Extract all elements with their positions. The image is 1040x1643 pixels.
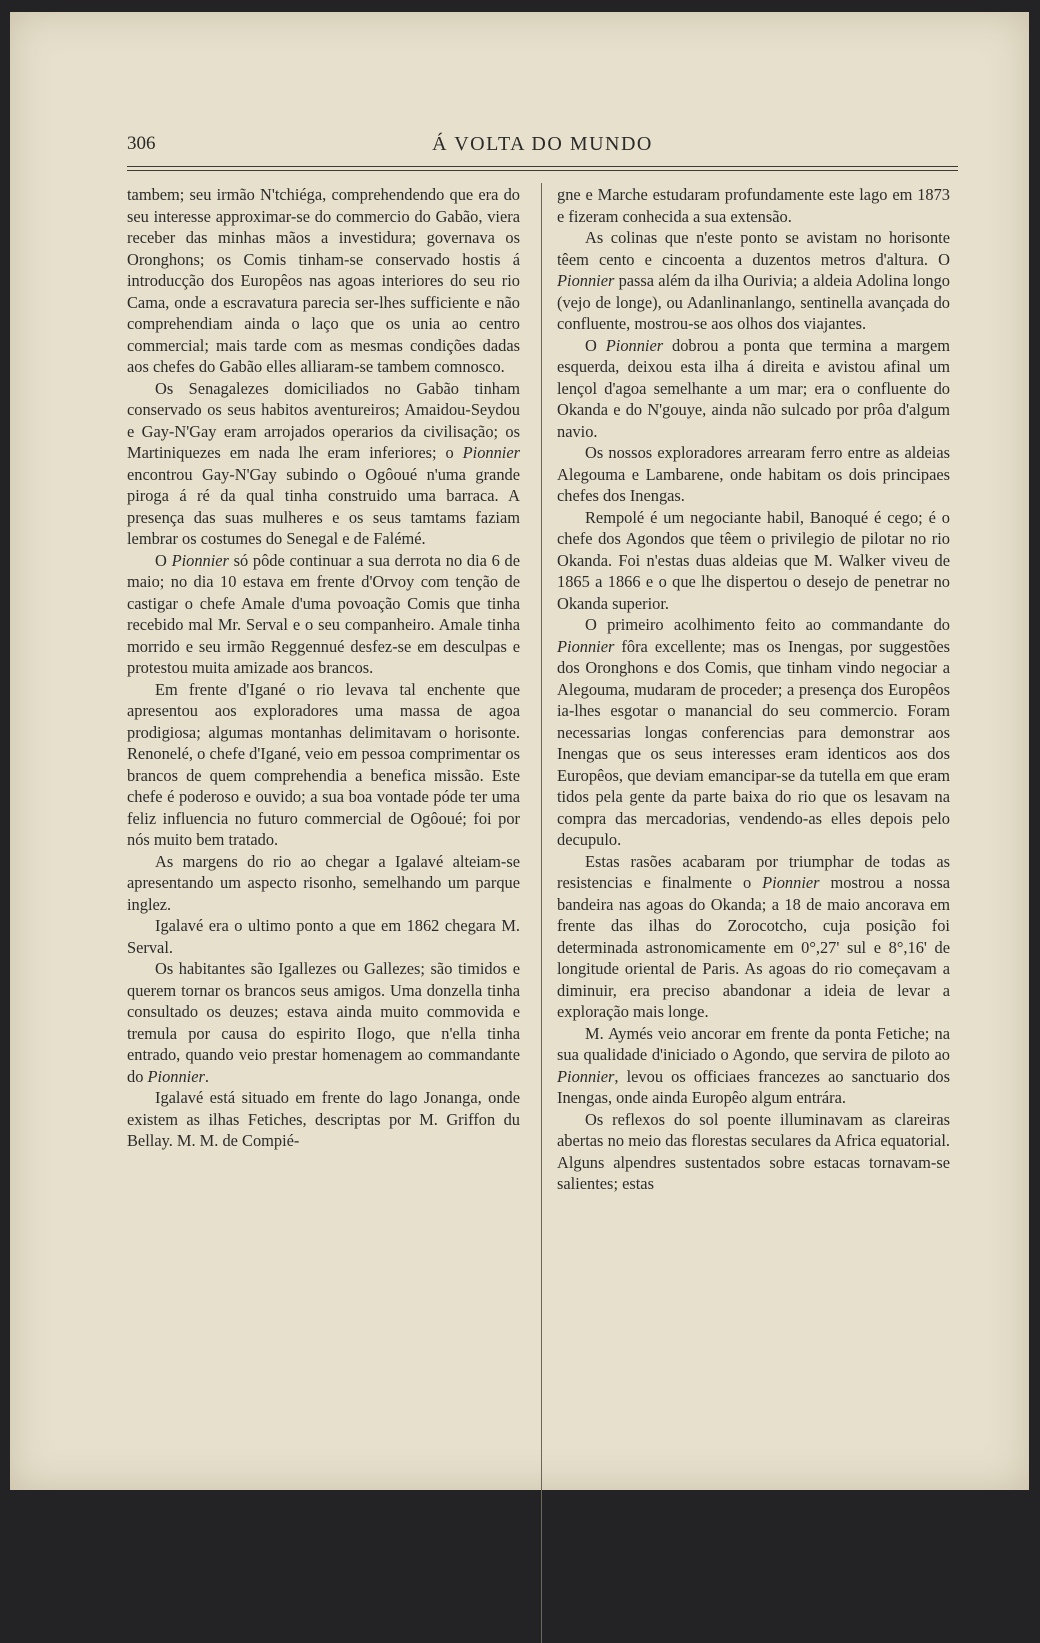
paragraph: O Pionnier dobrou a ponta que termina a margem esquerda, deixou esta ilha á direita e avistou afinal um lençol d'agoa semelhante a um mar; era o confluente do Okanda e do N'gouye, ainda não sulcado por prôa d'algum navio. <box>557 335 950 441</box>
header-rule-top <box>127 166 958 167</box>
paragraph: Igalavé era o ultimo ponto a que em 1862 chegara M. Serval. <box>127 916 520 957</box>
paragraph: Rempolé é um negociante habil, Banoqué é cego; é o chefe dos Agondos que têem o privilegio de pilotar no rio Okanda. Foi n'estas duas aldeias que M. Walker viveu de 1865 a 1866 e o que lhe dispertou o desejo de penetrar no Okanda superior. <box>557 507 950 613</box>
paragraph: gne e Marche estudaram profundamente este lago em 1873 e fizeram conhecida a sua extensão. <box>557 185 950 226</box>
paragraph: Os Senagalezes domiciliados no Gabão tinham conservado os seus habitos aventureiros; Amaidou-Seydou e Gay-N'Gay eram arrojados operarios da civilisação; os Martiniquezes em nada lhe eram inferiores; o Pionnier encontrou Gay-N'Gay subindo o Ogôoué n'uma grande piroga á ré da qual tinha construido uma barraca. A presença das suas mulheres e os seus tamtams faziam lembrar os costumes do Senegal e de Falémé. <box>127 378 520 548</box>
text-column-left <box>127 184 520 1152</box>
running-title: Á VOLTA DO MUNDO <box>432 133 653 155</box>
paragraph: Os habitantes são Igallezes ou Gallezes; são timidos e querem tornar os brancos seus amigos. Uma donzella tinha consultado os deuzes; estava ainda muito commovida e tremula por causa do espirito Ilogo, que n'ella tinha entrado, quando veio prestar homenagem ao commandante do Pionnier. <box>127 959 520 1086</box>
page-number: 306 <box>127 133 156 154</box>
paragraph: O primeiro acolhimento feito ao commandante do Pionnier fôra excellente; mas os Inengas, por suggestões dos Oronghons e dos Comis, que tinham vindo negociar a Alegouma, mudaram de proceder; a presença dos Europêos ia-lhes esgotar o manancial do seu commercio. Foram necessarias longas conferencias para demonstrar aos Inengas que os seus interesses eram identicos aos dos Europêos, que deviam emancipar-se da tutella em que eram tidos pela gente da parte baixa do rio que os lesavam na compra das mercadorias, vendendo-as elles depois pelo decupulo. <box>557 615 950 849</box>
paragraph: Estas rasões acabaram por triumphar de todas as resistencias e finalmente o Pionnier mostrou a nossa bandeira nas agoas do Okanda; a 18 de maio ancorava em frente das ilhas do Zorocotcho, cuja posição foi determinada astronomicamente em 0°,27' sul e 8°,16' de longitude oriental de Paris. As agoas do rio começavam a diminuir, era preciso abandonar a ideia de levar a exploração mais longe. <box>557 851 950 1021</box>
paragraph: O Pionnier só pôde continuar a sua derrota no dia 6 de maio; no dia 10 estava em frente d'Orvoy com tenção de castigar o chefe Amale d'uma povoação Comis que tinha recebido mal Mr. Serval e o seu companheiro. Amale tinha morrido e seu irmão Reggennué desfez-se em desculpas e protestou muita amizade aos brancos. <box>127 550 520 677</box>
paragraph: tambem; seu irmão N'tchiéga, comprehendendo que era do seu interesse approximar-se do commercio do Gabão, viera receber das minhas mãos a investidura; governava os Oronghons; os Comis tinham-se conservado hostis á introducção dos Europêos nas agoas interiores do seu rio Cama, onde a escravatura parecia ser-lhes sufficiente e não comprehendiam ainda o laço que os unia ao centro commercial; mais tarde com as mesmas condições dadas aos chefes do Gabão elles alliaram-se tambem comnosco. <box>127 185 520 376</box>
paragraph: As colinas que n'este ponto se avistam no horisonte têem cento e cincoenta a duzentos metros d'altura. O Pionnier passa além da ilha Ourivia; a aldeia Adolina longo (vejo de longe), ou Adanlinanlango, sentinella avançada do confluente, mostrou-se aos olhos dos viajantes. <box>557 228 950 333</box>
paragraph: As margens do rio ao chegar a Igalavé alteiam-se apresentando um aspecto risonho, semelhando um parque inglez. <box>127 851 520 914</box>
page-header <box>127 133 958 163</box>
paragraph: Em frente d'Igané o rio levava tal enchente que apresentou aos exploradores uma massa de agoa prodigiosa; algumas montanhas delimitavam o horisonte. Renonelé, o chefe d'Igané, veio em pessoa comprimentar os brancos de quem comprehendia a benefica missão. Este chefe é poderoso e ouvido; a sua boa vontade póde ter uma feliz influencia no futuro commercial de Ogôoué; foi por nós muito bem tratado. <box>127 679 520 849</box>
column-divider <box>541 183 542 1643</box>
text-column-right <box>557 184 950 1195</box>
paragraph: Os nossos exploradores arrearam ferro entre as aldeias Alegouma e Lambarene, onde habitam os dois principaes chefes dos Inengas. <box>557 443 950 505</box>
paragraph: M. Aymés veio ancorar em frente da ponta Fetiche; na sua qualidade d'iniciado o Agondo, que servira de piloto ao Pionnier, levou os officiaes francezes ao sanctuario dos Inengas, onde ainda Europêo algum entrára. <box>557 1023 950 1107</box>
header-rule-bottom <box>127 170 958 171</box>
paragraph: Os reflexos do sol poente illuminavam as clareiras abertas no meio das florestas seculares da Africa equatorial. Alguns alpendres sustentados sobre estacas tornavam-se salientes; estas <box>557 1109 950 1193</box>
paragraph: Igalavé está situado em frente do lago Jonanga, onde existem as ilhas Fetiches, descriptas por M. Griffon du Bellay. M. M. de Compié- <box>127 1088 520 1150</box>
